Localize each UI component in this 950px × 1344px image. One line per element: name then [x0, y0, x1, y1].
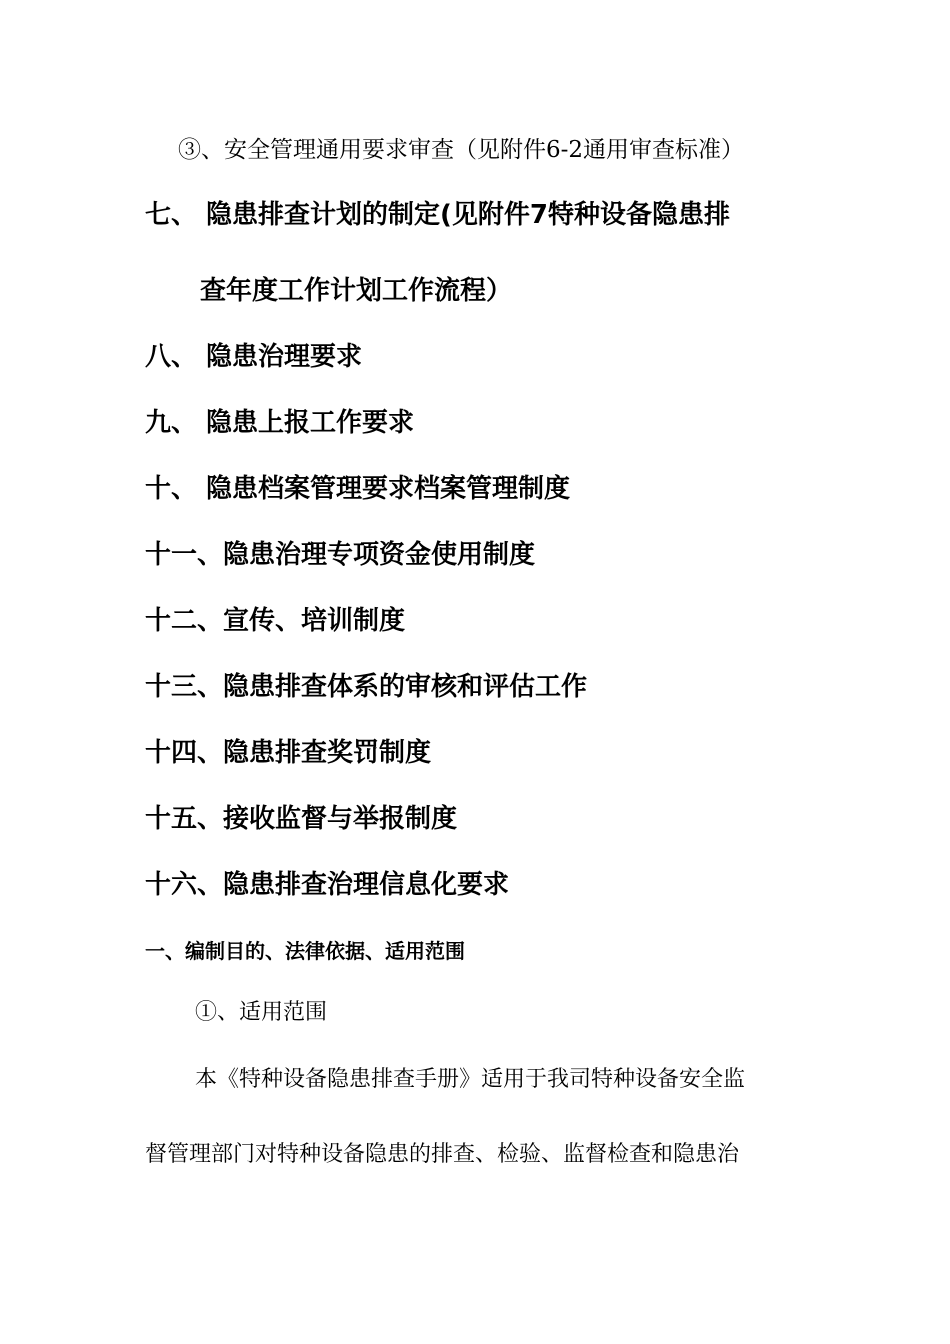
heading-9: 九、 隐患上报工作要求 [145, 408, 415, 438]
heading-8: 八、 隐患治理要求 [145, 342, 363, 372]
section-1-heading: 一、编制目的、法律依据、适用范围 [145, 939, 465, 963]
subsection-scope: ①、适用范围 [195, 1000, 328, 1025]
heading-12: 十二、宣传、培训制度 [145, 606, 406, 636]
heading-16: 十六、隐患排查治理信息化要求 [145, 870, 510, 900]
review-item-3: ③、安全管理通用要求审查（见附件6-2通用审查标准） [178, 137, 745, 163]
heading-15: 十五、接收监督与举报制度 [145, 804, 458, 834]
heading-13: 十三、隐患排查体系的审核和评估工作 [145, 672, 588, 702]
heading-11: 十一、隐患治理专项资金使用制度 [145, 540, 536, 570]
body-paragraph-line-1: 本《特种设备隐患排查手册》适用于我司特种设备安全监 [195, 1067, 746, 1092]
heading-7-continued: 查年度工作计划工作流程） [200, 276, 513, 306]
heading-7: 七、 隐患排查计划的制定(见附件7特种设备隐患排 [145, 200, 731, 230]
heading-14: 十四、隐患排查奖罚制度 [145, 738, 432, 768]
heading-10: 十、 隐患档案管理要求档案管理制度 [145, 474, 571, 504]
body-paragraph-line-2: 督管理部门对特种设备隐患的排查、检验、监督检查和隐患治 [145, 1142, 740, 1167]
